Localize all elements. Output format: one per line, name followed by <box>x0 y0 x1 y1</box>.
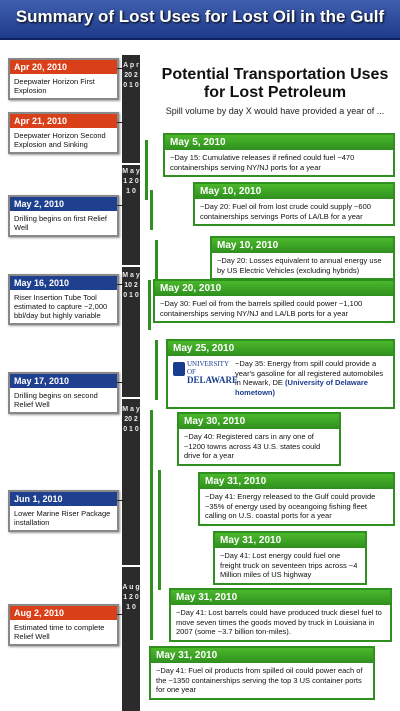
green-connector <box>148 280 151 330</box>
spine-divider <box>122 163 140 165</box>
left-event-date: May 2, 2010 <box>10 197 117 211</box>
right-event-text: ~Day 41: Lost energy could fuel one freight truck on seventeen trips across ~4 Million miles of US highway <box>220 551 358 579</box>
left-event-date: May 17, 2010 <box>10 374 117 388</box>
university-of-delaware-logo <box>173 360 239 385</box>
green-connector <box>150 410 153 640</box>
right-event <box>149 646 375 700</box>
right-event <box>198 472 395 526</box>
right-event-text: ~Day 35: Energy from spill could provide a year's gasoline for all registered automobiles in Newark, DE (University of Delaware hometown) <box>235 359 384 397</box>
right-event <box>169 588 392 642</box>
left-event <box>8 372 119 414</box>
subtitle: Potential Transportation Uses for Lost Petroleum <box>161 66 389 101</box>
left-event-text: Deepwater Horizon First Explosion <box>14 77 95 95</box>
spine-label-may1: M a y 1 2 0 1 0 <box>122 168 140 195</box>
spine-divider <box>122 265 140 267</box>
spine-divider <box>122 565 140 567</box>
connector <box>117 122 123 123</box>
right-event-date: May 25, 2010 <box>168 341 393 356</box>
left-event <box>8 58 119 100</box>
green-connector <box>155 340 158 400</box>
spine-label-may20: M a y 20 2 0 1 0 <box>122 406 140 433</box>
right-event-date: May 10, 2010 <box>212 238 393 253</box>
connector <box>117 500 123 501</box>
connector <box>117 284 123 285</box>
right-event <box>213 531 367 585</box>
right-event-date: May 31, 2010 <box>200 474 393 489</box>
spine-label-may10: M a y 10 2 0 1 0 <box>122 272 140 299</box>
left-event <box>8 274 119 325</box>
right-event-date: May 31, 2010 <box>215 533 365 548</box>
ud-hometown-link[interactable]: (University of Delaware hometown) <box>235 378 368 397</box>
page-title: Summary of Lost Uses for Lost Oil in the Gulf <box>15 7 385 26</box>
right-event-date: May 20, 2010 <box>155 281 393 296</box>
right-event-text: ~Day 20: Losses equivalent to annual energy use by US Electric Vehicles (excluding hybrids) <box>217 256 382 275</box>
green-connector <box>150 190 153 230</box>
right-event-text: ~Day 41: Lost barrels could have produced truck diesel fuel to move seven times the goods moved by truck in Louisiana in 2007 (some ~3.7 billion ton-miles). <box>176 608 382 636</box>
left-event-date: May 16, 2010 <box>10 276 117 290</box>
left-event-text: Drilling begins on first Relief Well <box>14 214 107 232</box>
right-event <box>163 133 395 177</box>
left-event-date: Aug 2, 2010 <box>10 606 117 620</box>
right-event <box>193 182 395 226</box>
ud-seal-icon <box>173 362 185 376</box>
right-event-text: ~Day 41: Fuel oil products from spilled oil could power each of the ~1350 containerships serving the top 3 US container ports for one year <box>156 666 363 694</box>
connector <box>117 614 123 615</box>
left-event-text: Drilling begins on second Relief Well <box>14 391 98 409</box>
left-event-text: Riser Insertion Tube Tool estimated to capture ~2,000 bbl/day but highly variable <box>14 293 108 320</box>
right-event-text: ~Day 40: Registered cars in any one of ~1200 towns across 43 U.S. states could drive for a year <box>184 432 321 460</box>
left-event-date: Apr 20, 2010 <box>10 60 117 74</box>
connector <box>117 68 123 69</box>
connector <box>117 205 123 206</box>
left-event-text: Deepwater Horizon Second Explosion and Sinking <box>14 131 106 149</box>
right-event-text: ~Day 15: Cumulative releases if refined could fuel ~470 containerships serving NY/NJ ports for a year <box>170 153 355 172</box>
right-event-date: May 5, 2010 <box>165 135 393 150</box>
left-event-text: Lower Marine Riser Package installation <box>14 509 111 527</box>
green-connector <box>158 470 161 590</box>
left-event <box>8 195 119 237</box>
right-event-text: ~Day 30: Fuel oil from the barrels spilled could power ~1,100 containerships serving NY/NJ and LA/LB ports for a year <box>160 299 363 318</box>
left-event-date: Jun 1, 2010 <box>10 492 117 506</box>
ud-content <box>168 356 393 400</box>
right-event-text: ~Day 41: Energy released to the Gulf could provide ~35% of energy used by oceangoing fishing fleet calling on U.S. coastal ports for a year <box>205 492 376 520</box>
spine-divider <box>122 397 140 399</box>
left-event <box>8 112 119 154</box>
timeline-spine <box>122 55 140 711</box>
title-banner <box>0 0 400 40</box>
connector <box>117 382 123 383</box>
right-event <box>177 412 341 466</box>
right-event-date: May 10, 2010 <box>195 184 393 199</box>
right-event-date: May 31, 2010 <box>171 590 390 605</box>
spine-label-aug1: A u g 1 2 0 1 0 <box>122 584 140 611</box>
right-event-date: May 30, 2010 <box>179 414 339 429</box>
right-event-date: May 31, 2010 <box>151 648 373 663</box>
green-connector <box>155 240 158 280</box>
subtitle-note: Spill volume by day X would have provided a year of ... <box>165 106 385 116</box>
spine-label-apr20: A p r 20 2 0 1 0 <box>123 62 139 89</box>
right-event-text: ~Day 20: Fuel oil from lost crude could supply ~600 containerships servings Ports of LA/LB for a year <box>200 202 371 221</box>
green-connector <box>145 140 148 200</box>
ud-logo-text: UNIVERSITY OF DELAWARE <box>187 360 239 385</box>
left-event <box>8 604 119 646</box>
left-event-date: Apr 21, 2010 <box>10 114 117 128</box>
right-event <box>166 339 395 409</box>
right-event <box>153 279 395 323</box>
left-event <box>8 490 119 532</box>
left-event-text: Estimated time to complete Relief Well <box>14 623 105 641</box>
right-event <box>210 236 395 280</box>
